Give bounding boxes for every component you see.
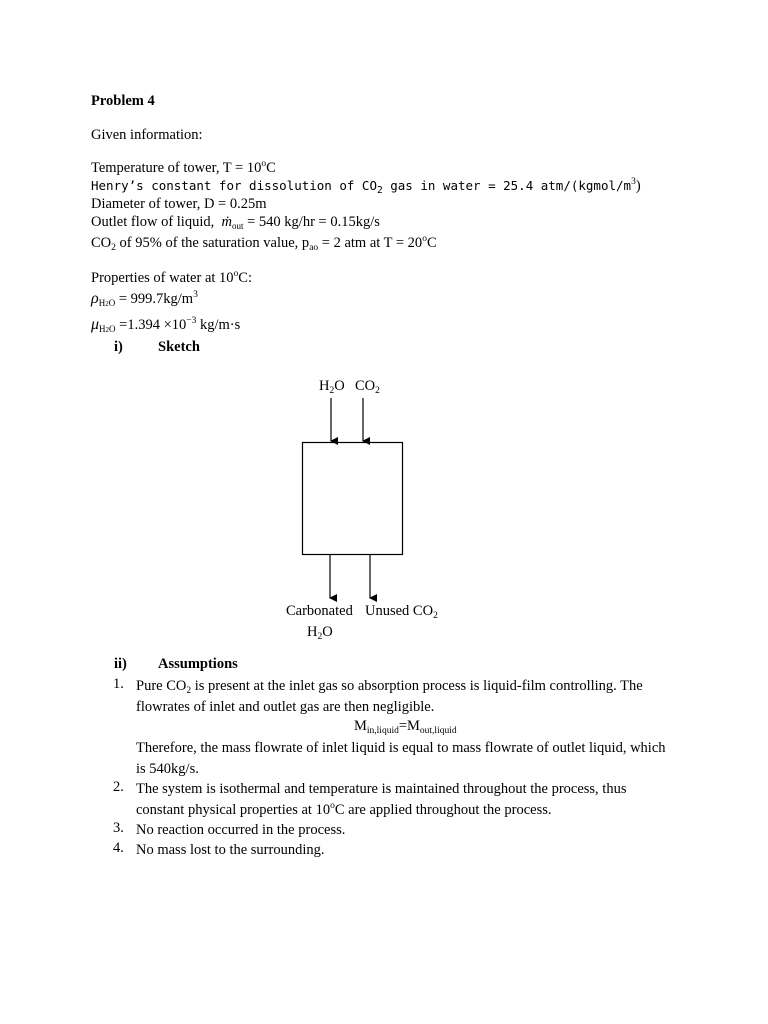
assumptions-label: Assumptions xyxy=(158,656,238,672)
property-density: $\rho_{H2O} = 999.7kg/m^3$ xyxy=(91,290,198,308)
assumption-1-text: Pure $CO_2$ is present at the inlet gas so absorption process is liquid-film controlling. The flowrates of inlet and outlet gas are then negligible. xyxy=(136,678,643,715)
given-outlet-flow: Outlet flow of liquid, ṁ$_{out}$ = 540 kg/hr = 0.15kg/s xyxy=(91,214,380,231)
assumption-3-number: 3. xyxy=(113,820,124,836)
tower-box xyxy=(303,443,403,555)
sketch-outlet-h2o: $H_2O$ xyxy=(307,624,333,642)
sketch-label: Sketch xyxy=(158,339,200,355)
assumption-4-text: No mass lost to the surrounding. xyxy=(136,842,325,858)
sketch-outlet-unused-co2: Unused $CO_2$ xyxy=(365,603,438,621)
properties-heading: Properties of water at 10$^o$C: xyxy=(91,269,252,286)
given-temperature: Temperature of tower, $T = 10^oC$ xyxy=(91,159,276,176)
given-diameter: Diameter of tower, D = 0.25m xyxy=(91,196,267,212)
sketch-inlet-h2o: $H_2O$ xyxy=(319,378,345,396)
property-viscosity: $\mu_{H2O} =1.394 \times 10^{-3}$ kg/m·s xyxy=(91,316,241,334)
sketch-outlet-carbonated: Carbonated xyxy=(286,603,353,619)
given-label: Given information: xyxy=(91,127,203,143)
sketch-number: i) xyxy=(114,339,123,355)
given-henry: Henry’s constant for dissolution of $CO_2$ gas in water = 25.4 atm/$(kgmol/m^3)$ xyxy=(91,177,641,196)
assumption-1-number: 1. xyxy=(113,676,124,692)
mass-balance-equation: $M_{in,liquid}=M_{out,liquid}$ xyxy=(354,718,457,736)
assumption-2-text: The system is isothermal and temperature is maintained throughout the process, thus constant physical properties at 10$^o$C are applied throughout the process. xyxy=(136,781,627,818)
assumption-4-number: 4. xyxy=(113,840,124,856)
problem-title: Problem 4 xyxy=(91,93,155,109)
assumption-1-therefore: Therefore, the mass flowrate of inlet liquid is equal to mass flowrate of outlet liquid, which is 540kg/s. xyxy=(136,740,666,777)
assumptions-number: ii) xyxy=(114,656,127,672)
given-co2-saturation: $CO_2$ of 95% of the saturation value, $p_{ao} = 2$ atm at $T = 20^oC$ xyxy=(91,234,437,253)
sketch-inlet-co2: $CO_2$ xyxy=(355,378,380,396)
assumption-2-number: 2. xyxy=(113,779,124,795)
assumption-3-text: No reaction occurred in the process. xyxy=(136,822,346,838)
